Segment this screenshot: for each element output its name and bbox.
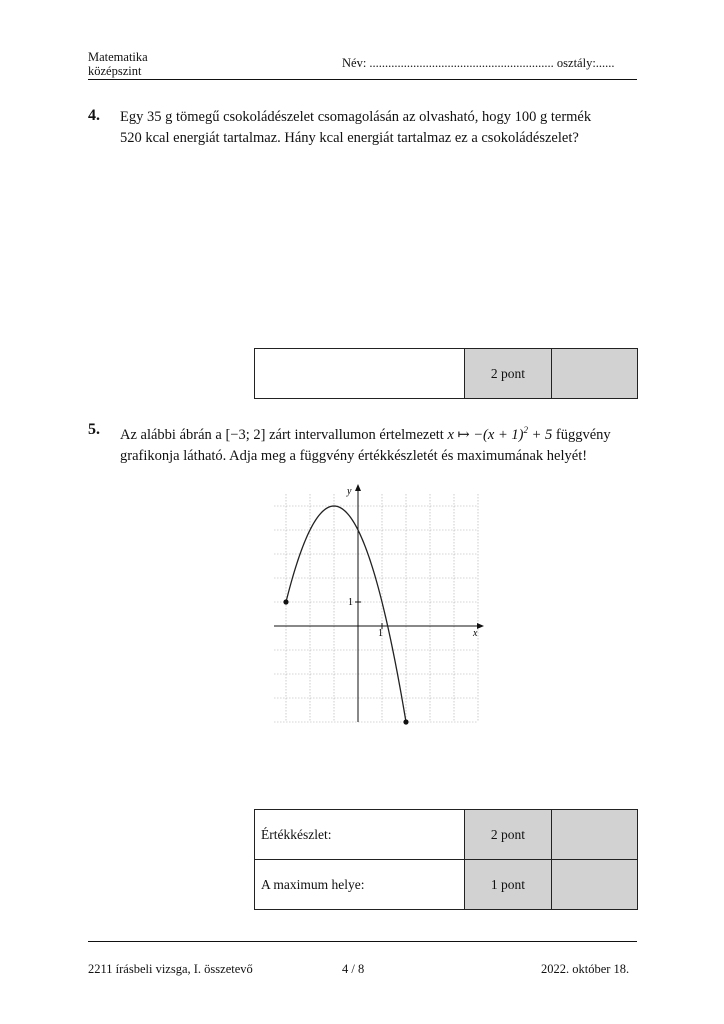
answer-cell [255,349,465,399]
points-label: 2 pont [465,349,552,399]
x-tick-label: 1 [378,628,383,639]
header-divider [88,79,637,80]
formula-exponent: 2 [523,425,528,435]
score-row-maximum [255,860,638,910]
footer-exam-name: 2211 írásbeli vizsga, I. összetevő [88,962,253,976]
y-axis-label: y [347,486,352,497]
score-row [255,349,638,399]
question-4-number: 4. [88,107,100,124]
function-curve [286,506,406,722]
subject-name: Matematika [88,50,148,64]
range-points: 2 pont [465,810,552,860]
formula-base: x ↦ −(x + 1) [447,426,524,443]
name-class-field: Név: ........................................................... osztály:...... [342,56,615,70]
function-graph [262,484,478,734]
graph-grid [274,494,478,722]
question-5-number: 5. [88,421,100,438]
y-tick-label: 1 [348,597,353,608]
question-5-text [120,420,640,467]
footer-page-number: 4 / 8 [342,962,365,976]
x-axis-label: x [473,628,478,639]
x-axis-arrow [477,623,484,629]
maximum-score-box [552,860,638,910]
question-4-line-1: Egy 35 g tömegű csokoládészelet csomagolásán az olvasható, hogy 100 g termék [120,109,592,125]
question-4-text [120,107,640,149]
endpoint-dot [283,599,288,604]
maximum-points: 1 pont [465,860,552,910]
question-5-word: függvény [555,426,611,443]
score-box [552,349,638,399]
footer-date: 2022. október 18. [541,962,630,976]
question-5-line-1 [120,420,640,446]
score-row-range [255,810,638,860]
y-axis-arrow [355,484,361,491]
header-subject [88,50,148,78]
question-4-line-2: 520 kcal energiát tartalmaz. Hány kcal energiát tartalmaz ez a csokoládészelet? [120,130,579,146]
endpoint-dot [403,719,408,724]
question-4-score-table [254,348,638,399]
maximum-label: A maximum helye: [255,860,465,910]
question-5-score-table [254,809,638,910]
question-5-intro: Az alábbi ábrán a [−3; 2] zárt intervallumon értelmezett [120,426,444,443]
function-formula [447,427,552,443]
question-5-line-2: grafikonja látható. Adja meg a függvény értékkészletét és maximumának helyét! [120,447,588,464]
formula-constant: + 5 [527,426,553,443]
footer-divider [88,941,637,942]
subject-level: középszint [88,64,142,78]
curve-endpoints [283,599,408,724]
range-label: Értékkészlet: [255,810,465,860]
range-score-box [552,810,638,860]
